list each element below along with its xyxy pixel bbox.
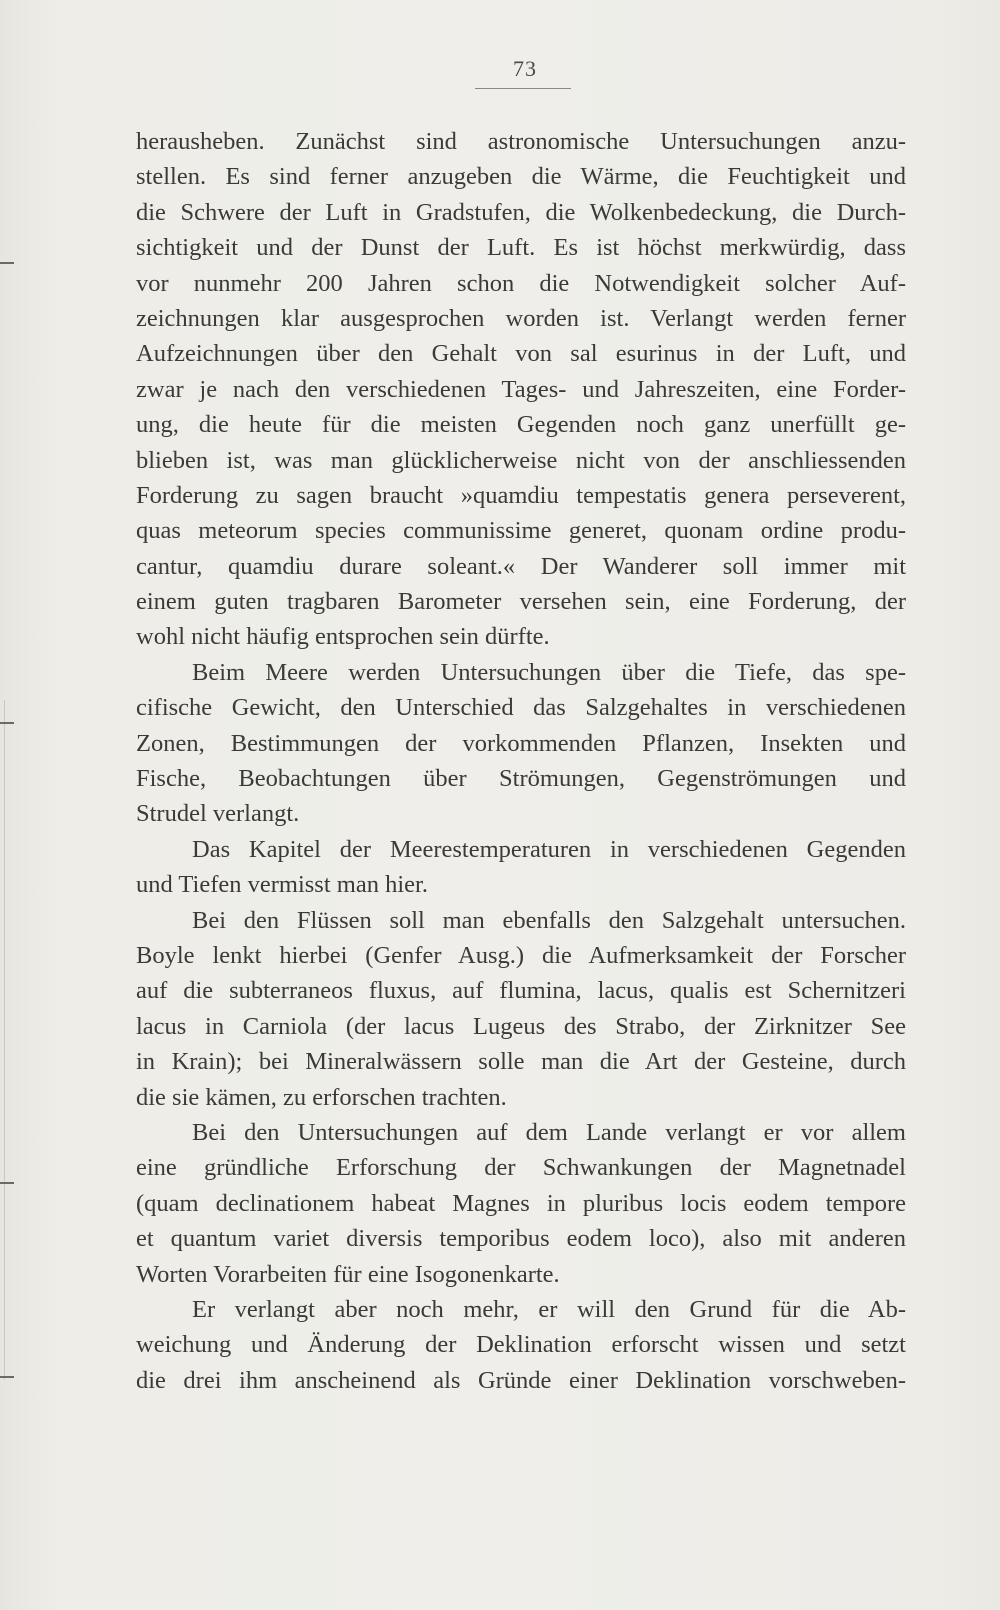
text-line: quas meteorum species communissime generet, quonam ordine produ-	[136, 517, 906, 545]
text-line: Er verlangt aber noch mehr, er will den Grund für die Ab-	[192, 1295, 906, 1323]
text-line: vor nunmehr 200 Jahren schon die Notwendigkeit solcher Auf-	[136, 269, 906, 297]
margin-mark	[0, 262, 14, 264]
margin-mark	[0, 1182, 14, 1184]
text-line: in Krain); bei Mineralwässern solle man die Art der Gesteine, durch	[136, 1048, 906, 1076]
binding-edge	[4, 700, 5, 1380]
text-line: Aufzeichnungen über den Gehalt von sal esurinus in der Luft, und	[136, 340, 906, 368]
text-line: cantur, quamdiu durare soleant.« Der Wanderer soll immer mit	[136, 552, 906, 580]
text-line: Bei den Untersuchungen auf dem Lande verlangt er vor allem	[192, 1118, 906, 1146]
text-line: (quam declinationem habeat Magnes in pluribus locis eodem tempore	[136, 1189, 906, 1217]
text-line: die Schwere der Luft in Gradstufen, die Wolkenbedeckung, die Durch-	[136, 198, 906, 226]
body-text	[136, 124, 906, 1398]
text-line: einem guten tragbaren Barometer versehen sein, eine Forderung, der	[136, 588, 906, 616]
margin-mark	[0, 722, 14, 724]
text-line: die drei ihm anscheinend als Gründe einer Deklination vorschweben-	[136, 1366, 906, 1394]
text-line: herausheben. Zunächst sind astronomische Untersuchungen anzu-	[136, 128, 906, 155]
text-line: ung, die heute für die meisten Gegenden noch ganz unerfüllt ge-	[136, 411, 906, 439]
page-number: 73	[513, 56, 537, 81]
text-line: Strudel verlangt.	[136, 800, 300, 828]
text-line: et quantum variet diversis temporibus eodem loco), also mit anderen	[136, 1225, 906, 1253]
text-line: cifische Gewicht, den Unterschied das Salzgehaltes in verschiedenen	[136, 694, 906, 722]
text-line: zeichnungen klar ausgesprochen worden ist. Verlangt werden ferner	[136, 304, 906, 332]
text-line: Fische, Beobachtungen über Strömungen, Gegenströmungen und	[136, 765, 906, 793]
text-line: eine gründliche Erforschung der Schwankungen der Magnetnadel	[136, 1154, 906, 1182]
text-line: sichtigkeit und der Dunst der Luft. Es ist höchst merkwürdig, dass	[136, 234, 906, 262]
text-line: zwar je nach den verschiedenen Tages- und Jahreszeiten, eine Forder-	[136, 375, 906, 403]
text-line: Bei den Flüssen soll man ebenfalls den Salzgehalt untersuchen.	[192, 906, 906, 934]
text-line: auf die subterraneos fluxus, auf flumina, lacus, qualis est Schernitzeri	[136, 977, 906, 1005]
text-line: Zonen, Bestimmungen der vorkommenden Pflanzen, Insekten und	[136, 729, 906, 757]
text-line: blieben ist, was man glücklicherweise nicht von der anschliessenden	[136, 446, 906, 474]
text-line: die sie kämen, zu erforschen trachten.	[136, 1083, 507, 1111]
text-line: lacus in Carniola (der lacus Lugeus des Strabo, der Zirknitzer See	[136, 1012, 906, 1040]
text-line: stellen. Es sind ferner anzugeben die Wärme, die Feuchtigkeit und	[136, 163, 906, 191]
text-line: Boyle lenkt hierbei (Genfer Ausg.) die Aufmerksamkeit der Forscher	[136, 941, 906, 969]
page-number-rule	[475, 88, 571, 89]
text-line: Forderung zu sagen braucht »quamdiu tempestatis genera perseverent,	[136, 481, 906, 509]
text-line: Worten Vorarbeiten für eine Isogonenkarte.	[136, 1260, 560, 1288]
text-line: Das Kapitel der Meerestemperaturen in verschiedenen Gegenden	[192, 835, 906, 863]
text-line: wohl nicht häufig entsprochen sein dürfte.	[136, 623, 550, 651]
text-line: und Tiefen vermisst man hier.	[136, 871, 428, 899]
text-line: Beim Meere werden Untersuchungen über die Tiefe, das spe-	[192, 658, 906, 686]
margin-mark	[0, 1376, 14, 1378]
text-line: weichung und Änderung der Deklination erforscht wissen und setzt	[136, 1331, 906, 1359]
